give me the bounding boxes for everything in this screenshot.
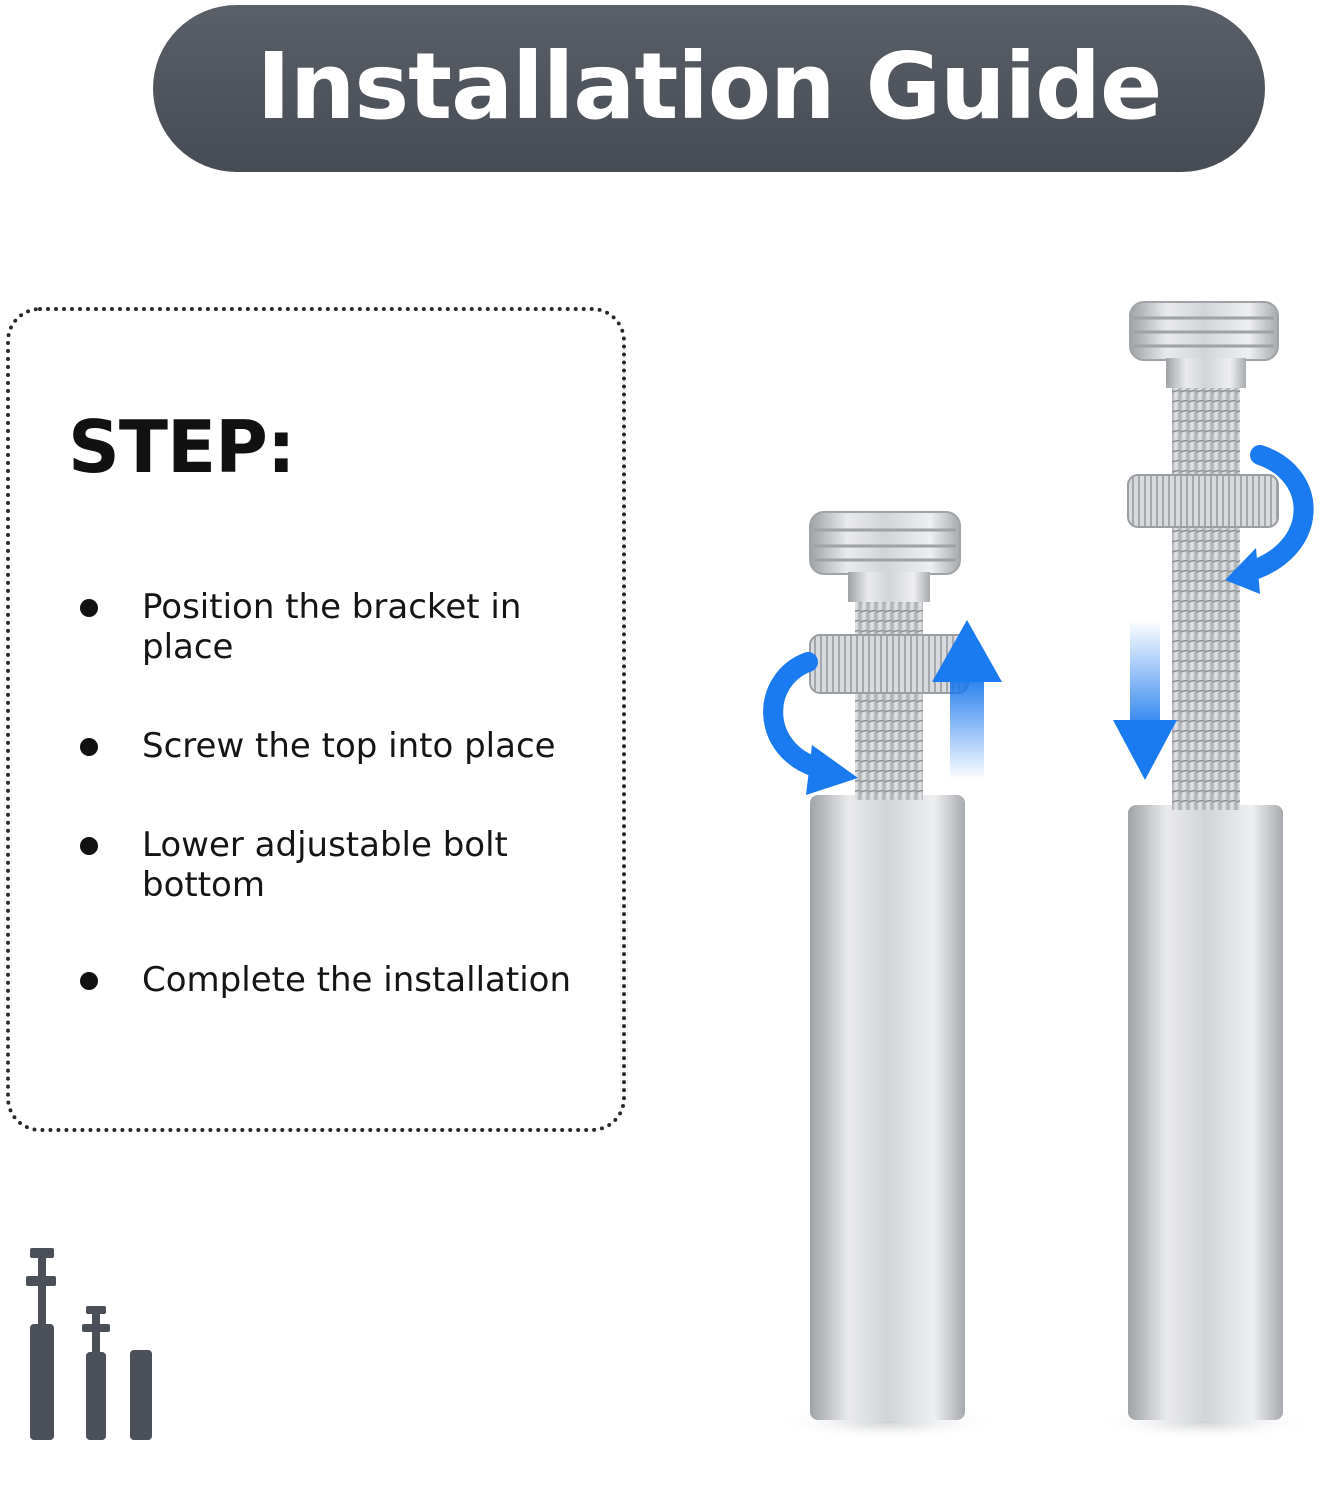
step-label: Complete the installation <box>142 960 572 1000</box>
title-banner <box>153 5 1265 172</box>
down-arrow-icon <box>1113 620 1177 780</box>
product-illustration <box>700 290 1320 1490</box>
bullet-icon <box>80 599 98 617</box>
page-title: Installation Guide <box>256 32 1162 140</box>
step-label: Position the bracket in place <box>142 587 522 667</box>
bullet-icon <box>80 972 98 990</box>
step-label: Lower adjustable bolt bottom <box>142 825 508 905</box>
bullet-icon <box>80 738 98 756</box>
bullet-icon <box>80 837 98 855</box>
step-label: Screw the top into place <box>142 726 556 766</box>
steps-panel <box>6 307 626 1132</box>
bolt-set-icon <box>20 1240 170 1450</box>
steps-heading: STEP: <box>68 405 295 489</box>
